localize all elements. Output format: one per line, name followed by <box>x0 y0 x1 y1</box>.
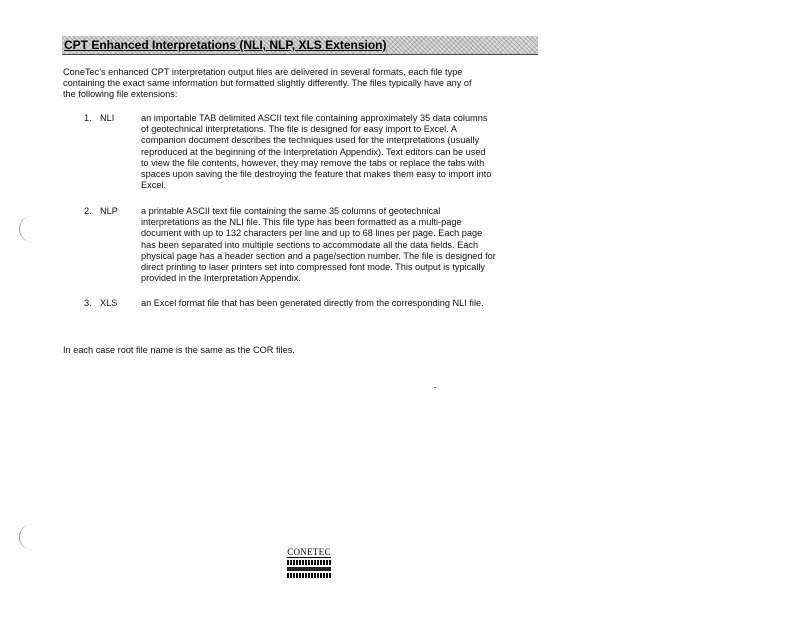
logo-text: CONETEC <box>287 547 331 557</box>
desc-line: to view the file contents, however, they may remove the tabs or replace the tabs with <box>141 157 485 168</box>
desc-line: spaces upon saving the file destroying the feature that makes them easy to import into <box>141 169 492 180</box>
item-number: 1. <box>84 113 92 123</box>
page-title: CPT Enhanced Interpretations (NLI, NLP, XLS Extension) <box>64 38 387 52</box>
scan-speck <box>434 387 436 388</box>
item-description <box>141 298 541 309</box>
logo-bar <box>287 560 331 565</box>
desc-line: interpretations as the NLI file. This file type has been formatted as a multi-page <box>141 217 462 228</box>
logo-bar <box>287 567 331 571</box>
desc-line: Excel. <box>141 180 167 191</box>
item-code: NLI <box>100 113 115 123</box>
desc-line: has been separated into multiple sections to accommodate all the data fields. Each <box>141 239 479 250</box>
item-description <box>141 113 541 191</box>
item-number: 2. <box>84 206 92 216</box>
desc-line: of geotechnical interpretations. The file is designed for easy import to Excel. A <box>141 124 457 135</box>
intro-paragraph <box>63 67 543 101</box>
company-logo <box>287 547 331 578</box>
punch-hole-mark <box>19 216 36 242</box>
desc-line: physical page has a header section and a page/section number. The file is designed for <box>141 250 496 261</box>
desc-line: document with up to 132 characters per line and up to 68 lines per page. Each page <box>141 228 483 239</box>
item-number: 3. <box>84 298 92 308</box>
desc-line: an Excel format file that has been generated directly from the corresponding NLI file. <box>141 298 484 308</box>
logo-bar <box>287 573 331 578</box>
desc-line: reproduced at the beginning of the Interpretation Appendix). Text editors can be used <box>141 146 486 157</box>
punch-hole-mark <box>19 524 36 550</box>
intro-line: ConeTec's enhanced CPT interpretation output files are delivered in several formats, each file type <box>63 67 463 77</box>
item-code: XLS <box>100 298 118 308</box>
closing-note: In each case root file name is the same as the COR files. <box>63 345 295 355</box>
desc-line: direct printing to laser printers set into compressed font mode. This output is typically <box>141 262 486 273</box>
item-description <box>141 206 541 284</box>
intro-line: the following file extensions: <box>63 89 178 100</box>
desc-line: a printable ASCII text file containing the same 35 columns of geotechnical <box>141 206 441 216</box>
desc-line: companion document describes the techniques used for the interpretations (usually <box>141 135 480 146</box>
desc-line: an importable TAB delimited ASCII text file containing approximately 35 data columns <box>141 113 488 123</box>
desc-line: provided in the Interpretation Appendix. <box>141 273 301 284</box>
item-code: NLP <box>100 206 118 216</box>
intro-line: containing the exact same information but formatted slightly differently. The files typically have any of <box>63 78 472 89</box>
